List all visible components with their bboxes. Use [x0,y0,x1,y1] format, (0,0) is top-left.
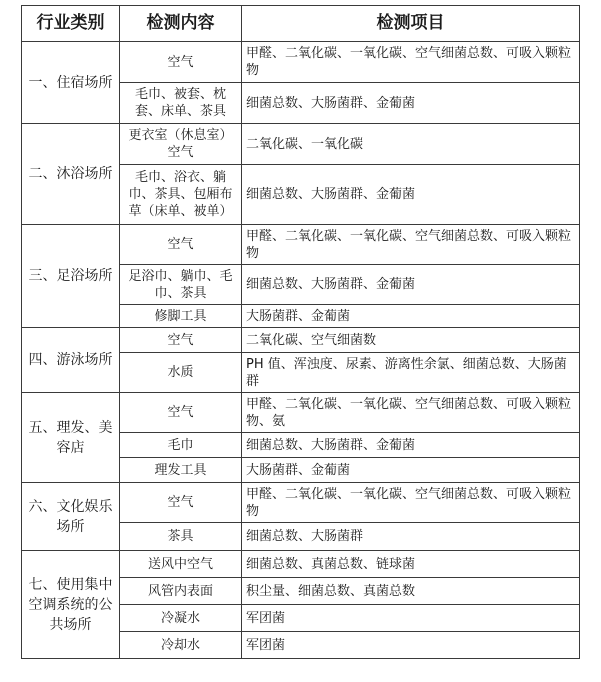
table-row [22,42,580,83]
content-cell: 毛巾 [120,433,242,458]
items-cell: 大肠菌群、金葡菌 [242,458,580,483]
category-cell: 二、沐浴场所 [22,124,120,225]
content-cell: 冷却水 [120,632,242,659]
content-cell: 水质 [120,353,242,393]
content-cell: 毛巾、浴衣、躺巾、茶具、包厢布草（床单、被单） [120,165,242,225]
items-cell: 细菌总数、真菌总数、链球菌 [242,551,580,578]
items-cell: 甲醛、二氧化碳、一氧化碳、空气细菌总数、可吸入颗粒物 [242,42,580,83]
items-cell: 军团菌 [242,632,580,659]
content-cell: 茶具 [120,523,242,551]
items-cell: 甲醛、二氧化碳、一氧化碳、空气细菌总数、可吸入颗粒物 [242,483,580,523]
content-cell: 空气 [120,483,242,523]
items-cell: 甲醛、二氧化碳、一氧化碳、空气细菌总数、可吸入颗粒物 [242,225,580,265]
header-category: 行业类别 [22,6,120,42]
items-cell: 二氧化碳、空气细菌数 [242,328,580,353]
category-cell: 四、游泳场所 [22,328,120,393]
content-cell: 足浴巾、躺巾、毛巾、茶具 [120,265,242,305]
table-row [22,551,580,578]
inspection-table [21,5,580,659]
content-cell: 毛巾、被套、枕套、床单、茶具 [120,83,242,124]
items-cell: 积尘量、细菌总数、真菌总数 [242,578,580,605]
content-cell: 空气 [120,225,242,265]
items-cell: PH 值、浑浊度、尿素、游离性余氯、细菌总数、大肠菌群 [242,353,580,393]
header-items: 检测项目 [242,6,580,42]
table-row [22,225,580,265]
items-cell: 细菌总数、大肠菌群 [242,523,580,551]
header-content: 检测内容 [120,6,242,42]
items-cell: 细菌总数、大肠菌群、金葡菌 [242,165,580,225]
content-cell: 风管内表面 [120,578,242,605]
content-cell: 理发工具 [120,458,242,483]
content-cell: 空气 [120,328,242,353]
content-cell: 空气 [120,42,242,83]
items-cell: 大肠菌群、金葡菌 [242,305,580,328]
content-cell: 更衣室（休息室）空气 [120,124,242,165]
content-cell: 送风中空气 [120,551,242,578]
items-cell: 细菌总数、大肠菌群、金葡菌 [242,265,580,305]
items-cell: 细菌总数、大肠菌群、金葡菌 [242,83,580,124]
items-cell: 细菌总数、大肠菌群、金葡菌 [242,433,580,458]
category-cell: 一、住宿场所 [22,42,120,124]
category-cell: 七、使用集中空调系统的公共场所 [22,551,120,659]
items-cell: 军团菌 [242,605,580,632]
content-cell: 冷凝水 [120,605,242,632]
table-row [22,483,580,523]
table-row [22,124,580,165]
items-cell: 甲醛、二氧化碳、一氧化碳、空气细菌总数、可吸入颗粒物、氨 [242,393,580,433]
table-row [22,393,580,433]
category-cell: 三、足浴场所 [22,225,120,328]
table-row [22,328,580,353]
category-cell: 六、文化娱乐场所 [22,483,120,551]
content-cell: 修脚工具 [120,305,242,328]
items-cell: 二氧化碳、一氧化碳 [242,124,580,165]
header-row [22,6,580,42]
content-cell: 空气 [120,393,242,433]
category-cell: 五、理发、美容店 [22,393,120,483]
